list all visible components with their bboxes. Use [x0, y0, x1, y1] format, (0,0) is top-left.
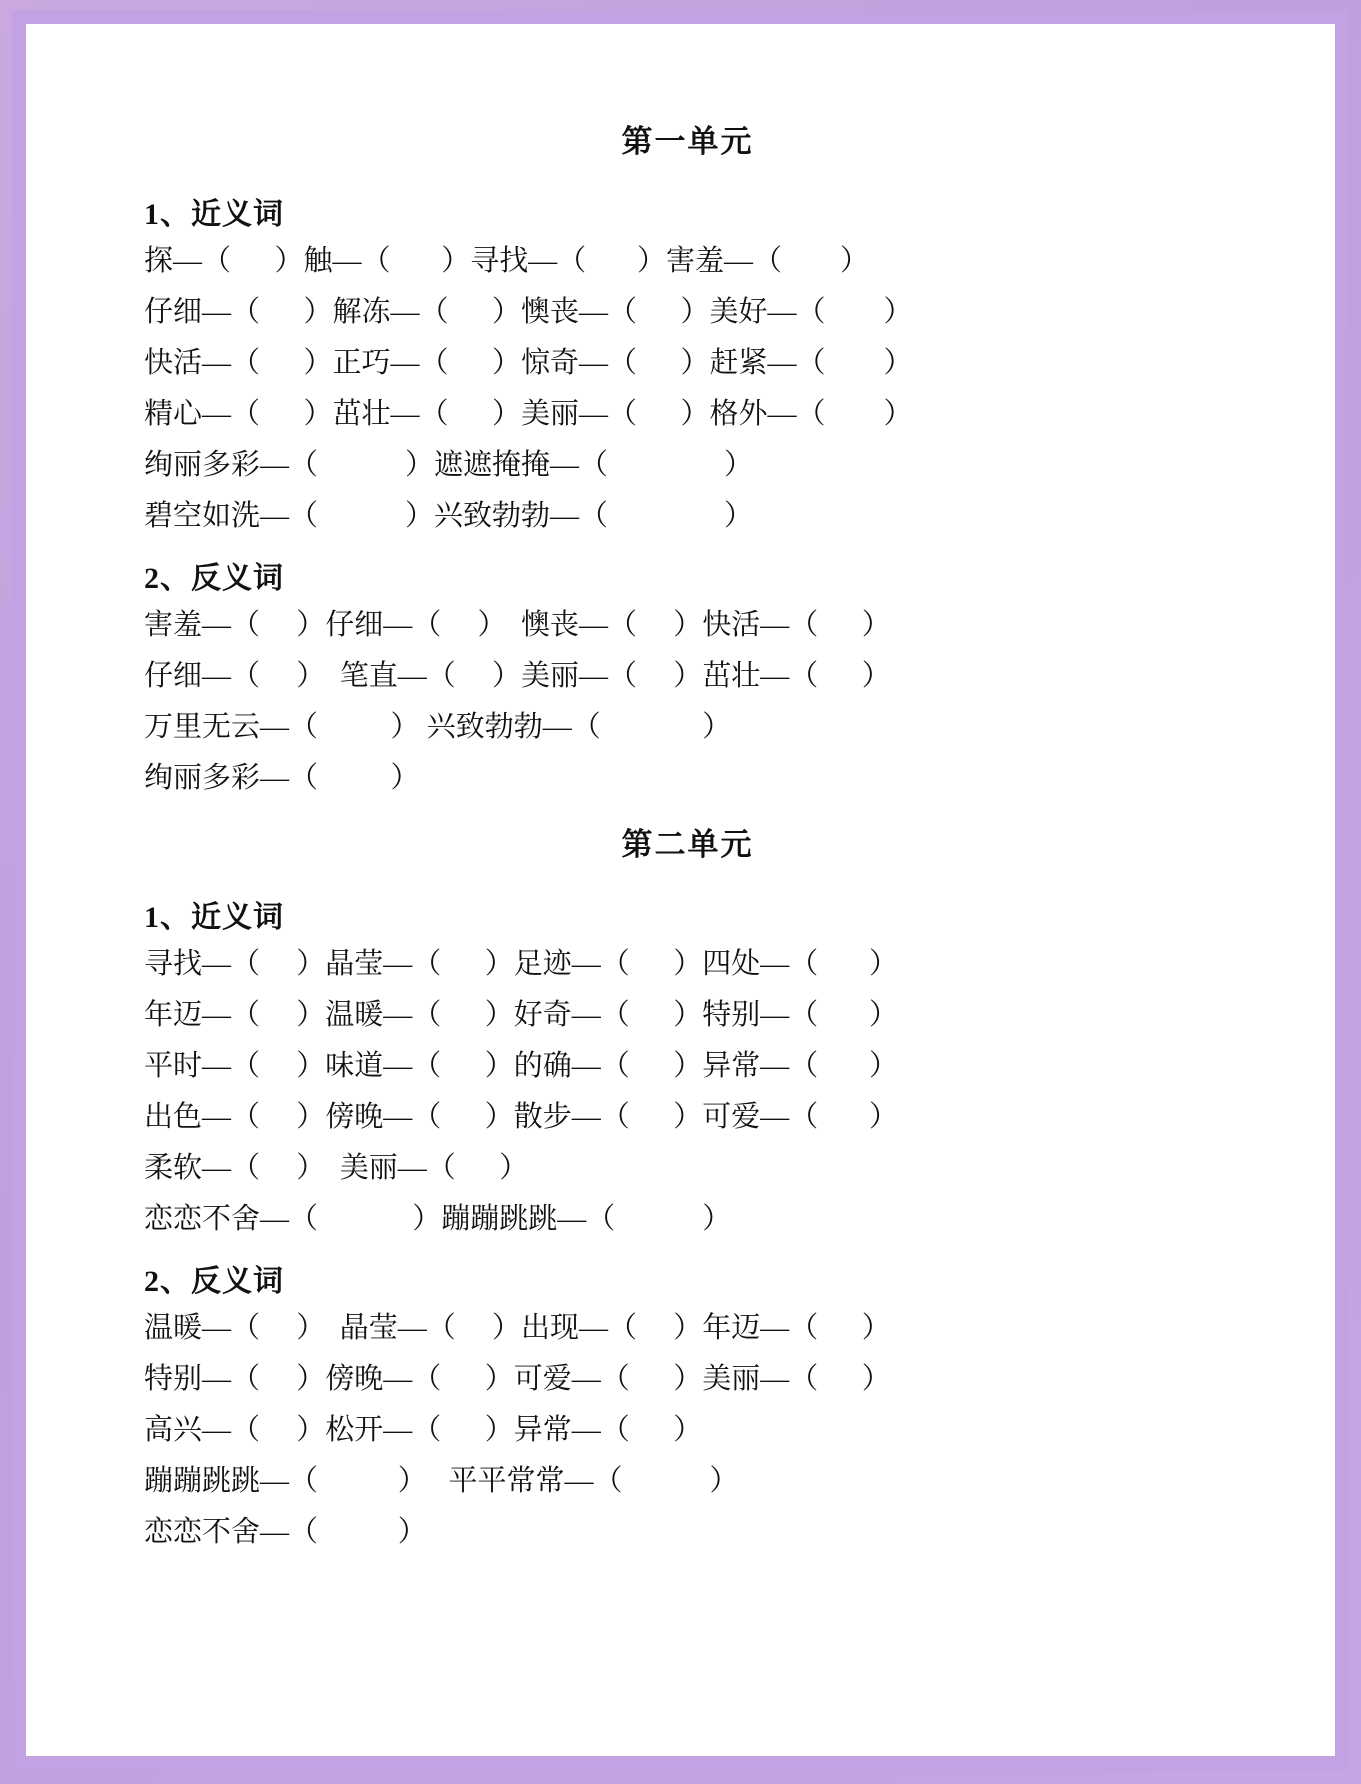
exercise-row: 碧空如洗—（ ）兴致勃勃—（ ） [144, 500, 754, 532]
exercise-row: 平时—（ ）味道—（ ）的确—（ ）异常—（ ） [144, 1050, 899, 1082]
exercise-row: 出色—（ ）傍晚—（ ）散步—（ ）可爱—（ ） [144, 1101, 899, 1133]
exercise-row: 精心—（ ）茁壮—（ ）美丽—（ ）格外—（ ） [144, 398, 913, 430]
exercise-row: 恋恋不舍—（ ）蹦蹦跳跳—（ ） [144, 1203, 732, 1235]
unit-title-2: 第二单元 [621, 827, 754, 862]
unit2-section2 [144, 1256, 1231, 1547]
exercise-row: 蹦蹦跳跳—（ ） 平平常常—（ ） [144, 1465, 739, 1497]
exercise-row: 探—（ ）触—（ ）寻找—（ ）害羞—（ ） [144, 245, 870, 277]
unit1-section2 [144, 553, 1231, 793]
section-heading-antonyms-1: 2、反义词 [144, 562, 284, 595]
exercise-row: 仔细—（ ）解冻—（ ）懊丧—（ ）美好—（ ） [144, 296, 913, 328]
exercise-row: 害羞—（ ）仔细—（ ） 懊丧—（ ）快活—（ ） [144, 609, 891, 641]
exercise-row: 恋恋不舍—（ ） [144, 1516, 427, 1548]
section-heading-synonyms-2: 1、近义词 [144, 901, 284, 934]
unit1-section1 [144, 189, 1231, 531]
exercise-row: 快活—（ ）正巧—（ ）惊奇—（ ）赶紧—（ ） [144, 347, 913, 379]
page-inner-border [12, 10, 1349, 1770]
worksheet-page [26, 24, 1335, 1756]
exercise-row: 特别—（ ）傍晚—（ ）可爱—（ ）美丽—（ ） [144, 1363, 891, 1395]
exercise-row: 柔软—（ ） 美丽—（ ） [144, 1152, 529, 1184]
exercise-row: 绚丽多彩—（ ）遮遮掩掩—（ ） [144, 449, 754, 481]
exercise-row: 寻找—（ ）晶莹—（ ）足迹—（ ）四处—（ ） [144, 948, 899, 980]
section-heading-antonyms-2: 2、反义词 [144, 1265, 284, 1298]
exercise-row: 绚丽多彩—（ ） [144, 762, 420, 794]
unit2-section1 [144, 892, 1231, 1234]
exercise-row: 年迈—（ ）温暖—（ ）好奇—（ ）特别—（ ） [144, 999, 899, 1031]
exercise-row: 温暖—（ ） 晶莹—（ ）出现—（ ）年迈—（ ） [144, 1312, 891, 1344]
unit-title-1: 第一单元 [621, 124, 754, 159]
exercise-row: 高兴—（ ）松开—（ ）异常—（ ） [144, 1414, 703, 1446]
exercise-row: 仔细—（ ） 笔直—（ ）美丽—（ ）茁壮—（ ） [144, 660, 891, 692]
exercise-row: 万里无云—（ ） 兴致勃勃—（ ） [144, 711, 732, 743]
section-heading-synonyms-1: 1、近义词 [144, 198, 284, 231]
